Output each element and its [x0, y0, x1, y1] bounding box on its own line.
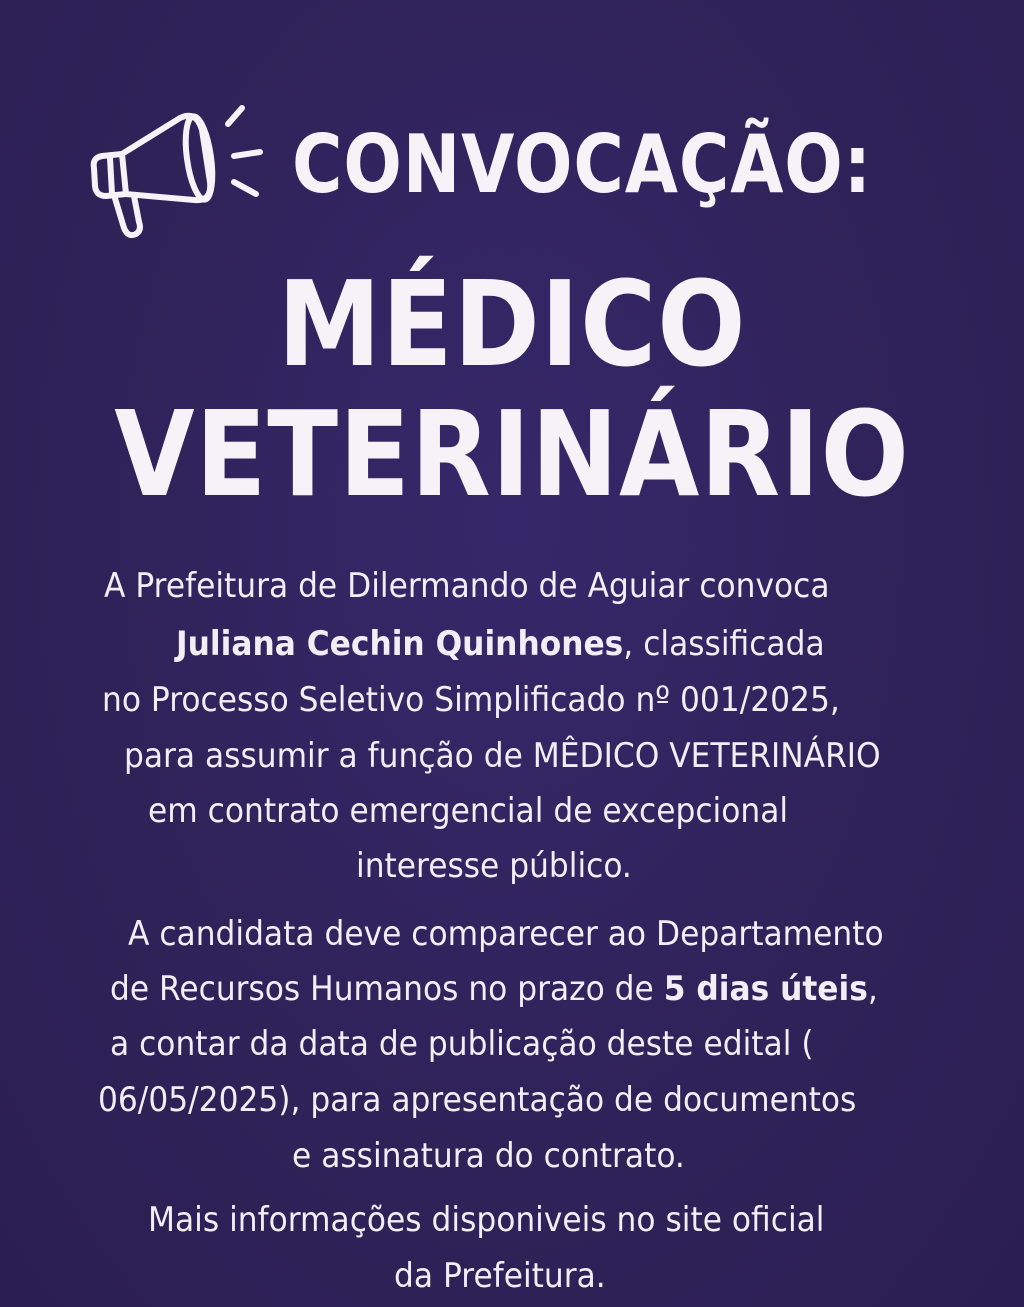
deadline: 5 dias úteis	[663, 969, 868, 1009]
paragraph1-line2	[176, 624, 825, 664]
paragraph2-line3: a contar da data de publicação deste edital (	[110, 1024, 814, 1064]
paragraph2-line4: 06/05/2025), para apresentação de documentos	[98, 1080, 857, 1120]
paragraph1-line4: para assumir a função de MÊDICO VETERINÁRIO	[124, 736, 881, 776]
paragraph3-line1: Mais informações disponiveis no site oficial	[148, 1200, 825, 1240]
paragraph1-line2-rest: , classificada	[623, 624, 825, 664]
paragraph2-line2	[110, 969, 878, 1009]
job-title-line1: MÉDICO	[277, 255, 747, 393]
page-title: CONVOCAÇÃO:	[292, 118, 873, 211]
paragraph1-line5: em contrato emergencial de excepcional	[148, 791, 789, 831]
job-title-line2: VETERINÁRIO	[114, 385, 910, 523]
paragraph2-line2-pre: de Recursos Humanos no prazo de	[110, 969, 664, 1009]
paragraph1-line3: no Processo Seletivo Simplificado nº 001/2025,	[102, 680, 840, 720]
paragraph2-line1: A candidata deve comparecer ao Departamento	[128, 914, 884, 954]
candidate-name: Juliana Cechin Quinhones	[176, 624, 624, 664]
paragraph3-line2: da Prefeitura.	[394, 1256, 606, 1296]
paragraph1-line1: A Prefeitura de Dilermando de Aguiar convoca	[104, 566, 830, 606]
paragraph2-line5: e assinatura do contrato.	[292, 1136, 685, 1176]
paragraph1-line6: interesse público.	[356, 846, 632, 886]
megaphone-icon	[84, 96, 274, 246]
paragraph2-line2-post: ,	[867, 969, 878, 1009]
